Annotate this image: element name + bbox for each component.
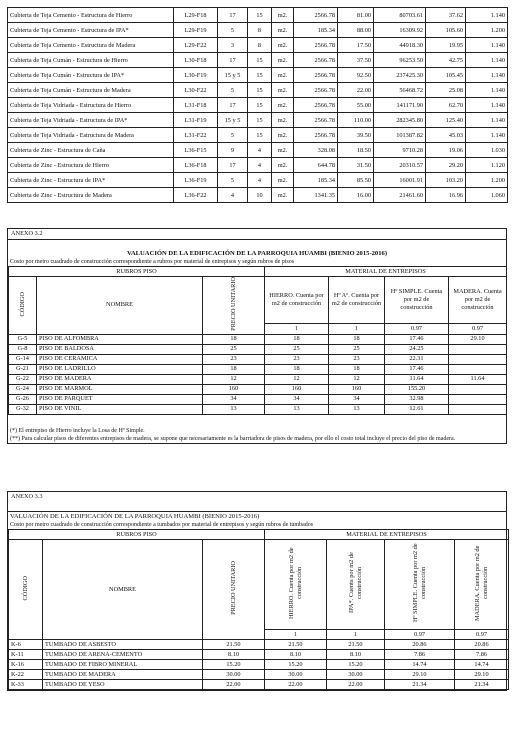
table-cell: 1341.35 xyxy=(294,188,338,203)
col-codigo: CÓDIGO xyxy=(18,291,26,317)
table-cell: 29.20 xyxy=(426,158,466,173)
table-cell: 1.140 xyxy=(466,8,508,23)
table-cell: 34 xyxy=(329,394,385,404)
table-cell: 15 xyxy=(248,128,272,143)
table-cell: Cubierta de Teja Cumán - Estructura de Hierro xyxy=(8,53,174,68)
table-cell xyxy=(449,354,507,364)
table-cell: L30-F18 xyxy=(174,53,218,68)
table-cell: 22.00 xyxy=(338,83,374,98)
table-cell: 17 xyxy=(218,53,248,68)
table-cell: PISO DE MARMOL xyxy=(37,384,203,394)
table-cell: 15 xyxy=(248,83,272,98)
table-cell: L30-F22 xyxy=(174,83,218,98)
table-row xyxy=(9,660,509,670)
table-cell: 2566.78 xyxy=(294,128,338,143)
table-cell: G-8 xyxy=(9,344,37,354)
table-cell: 15.20 xyxy=(265,660,327,670)
table-cell: G-32 xyxy=(9,404,37,414)
table-cell: m2. xyxy=(272,68,294,83)
table-cell: 17.46 xyxy=(385,364,449,374)
col-ipa: Hº Aº. Cuenta por m2 de construcción xyxy=(329,277,385,324)
table-cell: 19.06 xyxy=(426,143,466,158)
group-header-left: RUBROS PISO xyxy=(9,267,265,277)
factor-hierro: 1 xyxy=(265,323,329,334)
table-cell: G-22 xyxy=(9,374,37,384)
table-cell: 19.95 xyxy=(426,38,466,53)
table-row xyxy=(9,364,507,374)
table-cell: 282345.80 xyxy=(374,113,426,128)
footnote-1: (*) El entrepiso de Hierro incluye la Losa de Hº Simple. xyxy=(10,427,145,434)
table-cell: Cubierta de Zinc - Estructura de Hierro xyxy=(8,158,174,173)
table-cell: 39.50 xyxy=(338,128,374,143)
table-cell: L29-F22 xyxy=(174,38,218,53)
table-cell: 22.00 xyxy=(265,680,327,690)
col-nombre: NOMBRE xyxy=(43,540,203,640)
table-cell: 5 xyxy=(218,23,248,38)
table-row xyxy=(9,354,507,364)
table-cell: 13 xyxy=(265,404,329,414)
table-cell: 17.50 xyxy=(338,38,374,53)
table-cell: 2566.78 xyxy=(294,38,338,53)
table-cell: 1.140 xyxy=(466,98,508,113)
table-cell: L31-F19 xyxy=(174,113,218,128)
table-row xyxy=(9,650,509,660)
table-cell: 23 xyxy=(203,354,265,364)
section-title: VALUACIÓN DE LA EDIFICACIÓN DE LA PARROQUIA HUAMBI (BIENIO 2015-2016) xyxy=(126,250,388,257)
table-cell xyxy=(449,394,507,404)
table-cell: K-22 xyxy=(9,670,43,680)
table-cell: 12 xyxy=(329,374,385,384)
table-cell: 23 xyxy=(329,354,385,364)
table-cell: TUMBADO DE ASBESTO xyxy=(43,640,203,650)
table-cell: 37.62 xyxy=(426,8,466,23)
table-row xyxy=(8,8,508,23)
factor-ipa: 1 xyxy=(329,323,385,334)
table-cell: 105.60 xyxy=(426,23,466,38)
table-cell: 88.00 xyxy=(338,23,374,38)
table-cell: 62.70 xyxy=(426,98,466,113)
table-cell: 2566.78 xyxy=(294,83,338,98)
table-cell: 1.120 xyxy=(466,158,508,173)
table-cell xyxy=(449,404,507,414)
table-cell: 23 xyxy=(265,354,329,364)
table-cell: 21.34 xyxy=(455,680,509,690)
table-cell: Cubierta de Teja Cemento - Estructura de IPA* xyxy=(8,23,174,38)
table-cell: 1.200 xyxy=(466,23,508,38)
table-cell: PISO DE MADERA xyxy=(37,374,203,384)
table-cell: 101387.82 xyxy=(374,128,426,143)
table-cell: 8.10 xyxy=(327,650,385,660)
table-row xyxy=(9,334,507,344)
table-row xyxy=(8,158,508,173)
table-cell: 13 xyxy=(203,404,265,414)
table-cell: 4 xyxy=(248,143,272,158)
table-cell: 160 xyxy=(329,384,385,394)
table-cell: 25 xyxy=(329,344,385,354)
table-row xyxy=(8,143,508,158)
table-cell: 1.140 xyxy=(466,113,508,128)
table-cell: 45.03 xyxy=(426,128,466,143)
group-header-right: MATERIAL DE ENTREPISOS xyxy=(265,267,507,277)
table-cell: 141171.90 xyxy=(374,98,426,113)
table-cell: 4 xyxy=(218,188,248,203)
table-cell: PISO DE LADRILLO xyxy=(37,364,203,374)
section-subtitle: Costo por metro cuadrado de construcción correspondiente a rubros por material de entrepisos y según rubros de pisos xyxy=(10,259,295,265)
table-cell: K-11 xyxy=(9,650,43,660)
group-header-right: MATERIAL DE ENTREPISOS xyxy=(265,530,509,540)
table-cell: Cubierta de Zinc - Estructura de Madera xyxy=(8,188,174,203)
table-cell: 14.74 xyxy=(385,660,455,670)
table-cell: 55.00 xyxy=(338,98,374,113)
section-label: ANEXO 3.3 xyxy=(11,493,43,500)
table-cell: 18 xyxy=(265,334,329,344)
table-cell: PISO DE CERAMICA xyxy=(37,354,203,364)
table-cell: 8.10 xyxy=(203,650,265,660)
table-cell: 4 xyxy=(248,173,272,188)
table-cell: 20310.57 xyxy=(374,158,426,173)
factor-madera: 0.97 xyxy=(455,630,509,640)
factor-simple: 0.97 xyxy=(385,323,449,334)
table-cell: G-21 xyxy=(9,364,37,374)
table-cell: m2. xyxy=(272,158,294,173)
footnote-2: (**) Para calcular pisos de diferentes entrepisos de madera, se supone que necesariamente es la barriadora de pisos de madera, por ello el costo total incluye el precio del piso de madera. xyxy=(10,435,456,442)
table-cell: L36-F15 xyxy=(174,143,218,158)
table-cell: 8.10 xyxy=(265,650,327,660)
table-row xyxy=(9,404,507,414)
col-madera: MADERA. Cuenta por m2 de construcción xyxy=(473,545,489,621)
group-header-left: RUBROS PISO xyxy=(9,530,265,540)
table-cell: 11.64 xyxy=(449,374,507,384)
table-cell: TUMBADO DE FIBRO MINERAL xyxy=(43,660,203,670)
table-cell: 21.50 xyxy=(265,640,327,650)
section-label: ANEXO 3.2 xyxy=(8,229,506,240)
table-cell: 10 xyxy=(248,188,272,203)
table-cell: Cubierta de Zinc - Estructura de Caña xyxy=(8,143,174,158)
table-cell: 185.34 xyxy=(294,173,338,188)
table-cell: 15 xyxy=(248,68,272,83)
table-cell: 16309.92 xyxy=(374,23,426,38)
table-cell: 18 xyxy=(265,364,329,374)
table-cell: 15 xyxy=(248,53,272,68)
table-row xyxy=(8,128,508,143)
col-precio: PRECIO UNITARIO xyxy=(229,561,237,615)
table-cell: L31-F22 xyxy=(174,128,218,143)
table-cell: G-5 xyxy=(9,334,37,344)
table-cell: PISO DE PARQUET xyxy=(37,394,203,404)
table-row xyxy=(9,384,507,394)
table-row xyxy=(8,68,508,83)
factor-madera: 0.97 xyxy=(449,323,507,334)
table-cell: 25 xyxy=(203,344,265,354)
table-cell: 105.45 xyxy=(426,68,466,83)
table-cell: 17 xyxy=(218,98,248,113)
table-cell: 16.96 xyxy=(426,188,466,203)
col-simple: Hº SIMPLE. Cuenta por m2 de construcción xyxy=(385,277,449,324)
table-cell: 1.140 xyxy=(466,83,508,98)
table-cell: 1.140 xyxy=(466,68,508,83)
table-cell: 18 xyxy=(329,364,385,374)
table-cell: 9 xyxy=(218,143,248,158)
table-cell: 17 xyxy=(218,8,248,23)
table-cell: PISO DE VINIL xyxy=(37,404,203,414)
table-cell: 8 xyxy=(248,38,272,53)
table-cell: 12 xyxy=(265,374,329,384)
table-cell: 16001.91 xyxy=(374,173,426,188)
table-cell: Cubierta de Teja Cumán - Estructura de IPA* xyxy=(8,68,174,83)
table-cell: 328.08 xyxy=(294,143,338,158)
table-cell: 7.86 xyxy=(455,650,509,660)
table-cell: 1.140 xyxy=(466,128,508,143)
table-row xyxy=(8,83,508,98)
table-row xyxy=(9,374,507,384)
col-hierro: HIERRO. Cuenta por m2 de construcción xyxy=(265,277,329,324)
table-cell: m2. xyxy=(272,173,294,188)
table-cell: 1.030 xyxy=(466,143,508,158)
table-cell: 4 xyxy=(248,158,272,173)
table-cell: Cubierta de Teja Cumán - Estructura de Madera xyxy=(8,83,174,98)
table-cell: 81.00 xyxy=(338,8,374,23)
table-cell: L29-F18 xyxy=(174,8,218,23)
table-cell: 22.00 xyxy=(203,680,265,690)
table-cell: 25 xyxy=(265,344,329,354)
table-cell: 37.50 xyxy=(338,53,374,68)
table-cell: 11.64 xyxy=(385,374,449,384)
col-hierro: HIERRO. Cuenta por m2 de construcción xyxy=(287,547,303,619)
table-cell: L36-F22 xyxy=(174,188,218,203)
table-cell: m2. xyxy=(272,8,294,23)
table-cell: TUMBADO DE ARENA-CEMENTO xyxy=(43,650,203,660)
table-cell: 1.140 xyxy=(466,53,508,68)
table-cell: 20.86 xyxy=(455,640,509,650)
table-cell: 160 xyxy=(265,384,329,394)
table-cell: m2. xyxy=(272,188,294,203)
table-cell: 32.98 xyxy=(385,394,449,404)
floor-cost-table xyxy=(8,266,507,415)
table-cell: 22.00 xyxy=(327,680,385,690)
table-cell: 12 xyxy=(203,374,265,384)
table-cell: 8 xyxy=(248,23,272,38)
table-cell xyxy=(449,384,507,394)
table-cell: 15 xyxy=(248,8,272,23)
table-row xyxy=(9,640,509,650)
table-cell: m2. xyxy=(272,83,294,98)
table-cell: 160 xyxy=(203,384,265,394)
table-cell: m2. xyxy=(272,113,294,128)
table-cell: L31-F18 xyxy=(174,98,218,113)
table-cell: 18.50 xyxy=(338,143,374,158)
table-cell: m2. xyxy=(272,143,294,158)
table-cell: 30.00 xyxy=(265,670,327,680)
table-cell: 15.20 xyxy=(327,660,385,670)
table-cell: L36-F19 xyxy=(174,173,218,188)
table-row xyxy=(8,173,508,188)
table-cell: 21.50 xyxy=(327,640,385,650)
table-cell: 13 xyxy=(329,404,385,414)
table-cell: 644.78 xyxy=(294,158,338,173)
table-cell: 2566.78 xyxy=(294,53,338,68)
table-cell: 110.00 xyxy=(338,113,374,128)
table-cell: 80703.61 xyxy=(374,8,426,23)
ceiling-cost-table xyxy=(8,529,509,690)
table-cell: 15.20 xyxy=(203,660,265,670)
table-cell xyxy=(449,344,507,354)
table-cell: G-24 xyxy=(9,384,37,394)
section-subtitle: Costo por metro cuadrado de construcción correspondiente a tumbados por material de entrepisos y según rubros de tumbados xyxy=(10,522,314,528)
table-cell: 2566.78 xyxy=(294,8,338,23)
table-cell: G-26 xyxy=(9,394,37,404)
table-cell: m2. xyxy=(272,98,294,113)
table-cell: 92.50 xyxy=(338,68,374,83)
table-cell: 155.20 xyxy=(385,384,449,394)
table-row xyxy=(8,188,508,203)
table-cell: 5 xyxy=(218,173,248,188)
table-cell: 17 xyxy=(218,158,248,173)
factor-ipa: 1 xyxy=(327,630,385,640)
table-row xyxy=(8,53,508,68)
col-madera: MADERA. Cuenta por m2 de construcción xyxy=(449,277,507,324)
table-cell: 18 xyxy=(203,334,265,344)
table-row xyxy=(9,394,507,404)
table-cell: 3 xyxy=(218,38,248,53)
table-cell: Cubierta de Teja Cemento - Estructura de Hierro xyxy=(8,8,174,23)
table-row xyxy=(8,98,508,113)
table-cell: 1.060 xyxy=(466,188,508,203)
table-cell: 56468.72 xyxy=(374,83,426,98)
table-cell: m2. xyxy=(272,53,294,68)
table-row xyxy=(8,113,508,128)
table-cell xyxy=(449,364,507,374)
table-cell: 237425.30 xyxy=(374,68,426,83)
table-cell: 15 y 5 xyxy=(218,68,248,83)
table-row xyxy=(9,680,509,690)
factor-hierro: 1 xyxy=(265,630,327,640)
table-cell: 9710.28 xyxy=(374,143,426,158)
table-cell: 1.140 xyxy=(466,38,508,53)
table-row xyxy=(9,670,509,680)
col-nombre: NOMBRE xyxy=(37,277,203,335)
table-cell: 96253.50 xyxy=(374,53,426,68)
table-cell: 34 xyxy=(203,394,265,404)
table-cell: m2. xyxy=(272,128,294,143)
table-cell: 24.25 xyxy=(385,344,449,354)
table-cell: L36-F18 xyxy=(174,158,218,173)
table-cell: 2566.78 xyxy=(294,98,338,113)
table-cell: Cubierta de Teja Vidriada - Estructura de IPA* xyxy=(8,113,174,128)
table-cell: 30.00 xyxy=(327,670,385,680)
table-cell: 7.86 xyxy=(385,650,455,660)
table-cell: 18 xyxy=(329,334,385,344)
table-cell: 5 xyxy=(218,128,248,143)
table-cell: 29.10 xyxy=(455,670,509,680)
table-row xyxy=(8,38,508,53)
col-precio: PRECIO UNITARIO xyxy=(229,277,237,331)
table-cell: PISO DE BALDOSA xyxy=(37,344,203,354)
col-simple: Hº SIMPLE. Cuenta por m2 de construcción xyxy=(411,543,427,623)
table-cell: 2566.78 xyxy=(294,68,338,83)
table-cell: 185.34 xyxy=(294,23,338,38)
table-cell: K-16 xyxy=(9,660,43,670)
table-cell: L29-F19 xyxy=(174,23,218,38)
table-cell: 25.08 xyxy=(426,83,466,98)
table-cell: m2. xyxy=(272,38,294,53)
table-cell: Cubierta de Teja Vidriada - Estructura de Madera xyxy=(8,128,174,143)
table-cell: 2566.78 xyxy=(294,113,338,128)
anexo-3-2 xyxy=(7,228,507,444)
table-row xyxy=(9,344,507,354)
table-cell: Cubierta de Teja Vidriada - Estructura de Hierro xyxy=(8,98,174,113)
table-cell: Cubierta de Teja Cemento - Estructura de Madera xyxy=(8,38,174,53)
table-cell: 103.20 xyxy=(426,173,466,188)
table-cell: 44918.30 xyxy=(374,38,426,53)
table-cell: 34 xyxy=(265,394,329,404)
table-cell: m2. xyxy=(272,23,294,38)
table-cell: 85.50 xyxy=(338,173,374,188)
table-cell: 125.40 xyxy=(426,113,466,128)
table-cell: Cubierta de Zinc - Estructura de IPA* xyxy=(8,173,174,188)
table-cell: 15 xyxy=(248,113,272,128)
factor-simple: 0.97 xyxy=(385,630,455,640)
table-cell: 12.61 xyxy=(385,404,449,414)
table-cell: TUMBADO DE YESO xyxy=(43,680,203,690)
table-cell: 16.00 xyxy=(338,188,374,203)
table-cell: PISO DE ALFOMBRA xyxy=(37,334,203,344)
anexo-3-3 xyxy=(7,491,507,691)
table-cell: 1.200 xyxy=(466,173,508,188)
table-cell: 15 y 5 xyxy=(218,113,248,128)
table-cell: TUMBADO DE MADERA xyxy=(43,670,203,680)
table-cell: K-6 xyxy=(9,640,43,650)
table-cell: G-14 xyxy=(9,354,37,364)
table-cell: 18 xyxy=(203,364,265,374)
table-cell: 29.10 xyxy=(449,334,507,344)
table-cell: 15 xyxy=(248,98,272,113)
table-cell: L30-F19 xyxy=(174,68,218,83)
table-cell: 14.74 xyxy=(455,660,509,670)
roof-structure-table xyxy=(7,7,508,203)
col-ipa: IPA*. Cuenta por m2 de construcción xyxy=(347,552,363,614)
table-cell: 20.86 xyxy=(385,640,455,650)
table-row xyxy=(8,23,508,38)
table-cell: 5 xyxy=(218,83,248,98)
col-codigo: CÓDIGO xyxy=(21,575,29,601)
table-cell: 22.31 xyxy=(385,354,449,364)
table-cell: 42.75 xyxy=(426,53,466,68)
table-cell: 21461.60 xyxy=(374,188,426,203)
table-cell: 31.50 xyxy=(338,158,374,173)
table-cell: K-33 xyxy=(9,680,43,690)
section-title: VALUACIÓN DE LA EDIFICACIÓN DE LA PARROQUIA HUAMBI (BIENIO 2015-2016) xyxy=(8,511,506,521)
table-cell: 21.34 xyxy=(385,680,455,690)
table-cell: 29.10 xyxy=(385,670,455,680)
table-cell: 21.50 xyxy=(203,640,265,650)
table-cell: 30.00 xyxy=(203,670,265,680)
table-cell: 17.46 xyxy=(385,334,449,344)
